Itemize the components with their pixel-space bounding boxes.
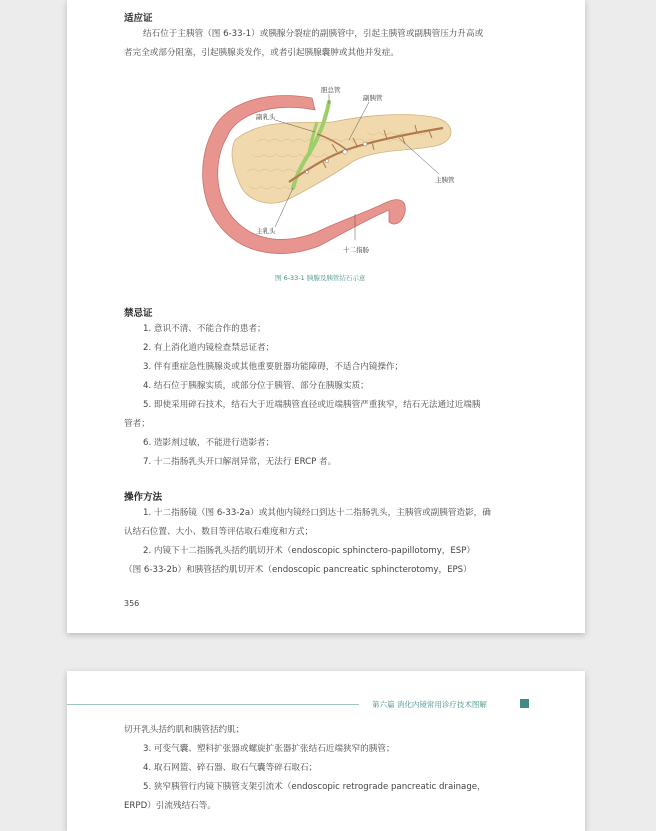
indications-heading: 适应证: [124, 13, 153, 24]
label-duodenum: 十二指肠: [343, 246, 369, 254]
contraindication-item: 3. 伴有重症急性胰腺炎或其他重要脏器功能障碍，不适合内镜操作；: [143, 362, 404, 372]
procedure-line: 认结石位置、大小、数目等评估取石难度和方式；: [124, 527, 314, 537]
header-marker: [520, 699, 529, 708]
contraindication-item: 7. 十二指肠乳头开口解剖异常，无法行 ERCP 者。: [143, 457, 337, 467]
label-main-pancreatic-duct: 主胰管: [435, 176, 455, 184]
label-accessory-pancreatic-duct: 副胰管: [363, 94, 383, 102]
label-common-bile-duct: 胆总管: [321, 86, 341, 94]
figure-caption: 图 6-33-1 胰腺及胰管结石示意: [275, 274, 366, 282]
procedure-line: 4. 取石网篮、碎石器、取石气囊等碎石取石；: [143, 763, 318, 773]
pancreas-illustration: [167, 82, 497, 262]
contraindication-item: 6. 造影剂过敏，不能进行造影者；: [143, 438, 275, 448]
pancreas-stone-figure: [167, 82, 497, 262]
running-header: 第六篇 消化内镜常用诊疗技术图解: [372, 700, 487, 709]
document-page-356: [67, 0, 585, 633]
contraindication-item: 5. 即使采用碎石技术，结石大于近端胰管直径或近端胰管严重狭窄，结石无法通过近端胰: [143, 400, 481, 410]
procedure-line: 2. 内镜下十二指肠乳头括约肌切开术（endoscopic sphinctero-papillotomy，ESP）: [143, 546, 476, 556]
procedure-line: 5. 狭窄胰管行内镜下胰管支架引流术（endoscopic retrograde pancreatic drainage，: [143, 782, 486, 792]
contraindication-item: 1. 意识不清、不能合作的患者；: [143, 324, 266, 334]
contraindications-heading: 禁忌证: [124, 308, 153, 319]
indications-paragraph-line-1: 结石位于主胰管（图 6-33-1）或胰腺分裂症的副胰管中，引起主胰管或副胰管压力升高或: [143, 29, 484, 39]
contraindication-item: 2. 有上消化道内镜检查禁忌证者；: [143, 343, 275, 353]
indications-paragraph-line-2: 者完全或部分阻塞，引起胰腺炎发作，或者引起胰腺囊肿或其他并发症。: [124, 48, 400, 58]
running-header-rule: [67, 704, 359, 705]
pancreas-body: [232, 115, 451, 204]
procedure-continuation-line: 切开乳头括约肌和胰管括约肌；: [124, 725, 245, 735]
contraindication-item-continuation: 管者；: [124, 419, 150, 429]
procedure-heading: 操作方法: [124, 492, 163, 503]
page-number: 356: [124, 599, 140, 608]
label-minor-papilla: 副乳头: [256, 113, 276, 121]
procedure-continuation-line: ERPD）引流残结石等。: [124, 801, 216, 811]
procedure-line: （图 6-33-2b）和胰管括约肌切开术（endoscopic pancreatic sphincterotomy，EPS）: [124, 565, 472, 575]
contraindication-item: 4. 结石位于胰腺实质，或部分位于胰管、部分在胰腺实质；: [143, 381, 369, 391]
procedure-line: 1. 十二指肠镜（图 6-33-2a）或其他内镜经口到达十二指肠乳头，主胰管或副胰管造影，确: [143, 508, 491, 518]
label-major-papilla: 主乳头: [256, 227, 276, 235]
procedure-line: 3. 可变气囊、塑料扩张器或螺旋扩张器扩张结石近端狭窄的胰管；: [143, 744, 395, 754]
document-page-357: [67, 671, 585, 831]
